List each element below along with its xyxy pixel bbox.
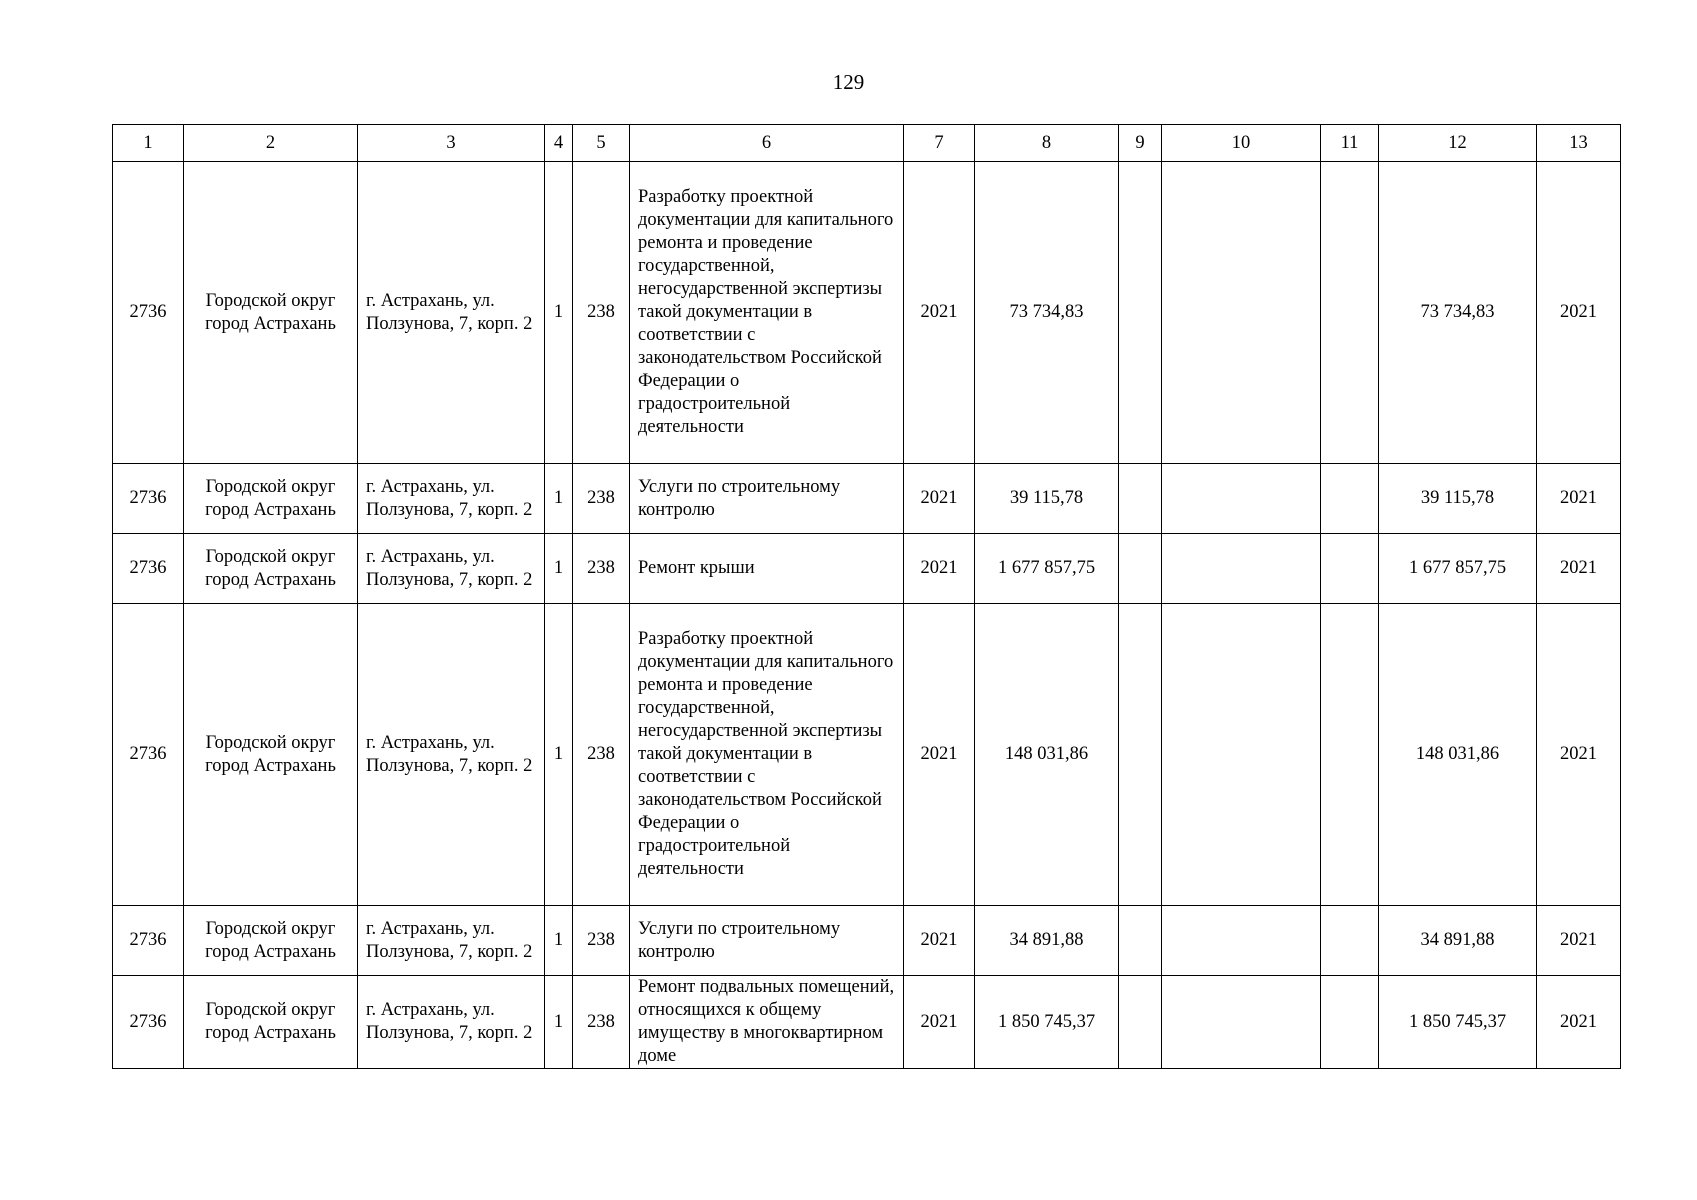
- cell-col10: [1162, 464, 1321, 534]
- cell-municipality: Городской округ город Астрахань: [184, 534, 358, 604]
- header-col-5: 5: [573, 125, 630, 162]
- cell-col5: 238: [573, 464, 630, 534]
- cell-col12: 39 115,78: [1379, 464, 1537, 534]
- cell-col13: 2021: [1537, 604, 1621, 906]
- header-col-2: 2: [184, 125, 358, 162]
- cell-municipality: Городской округ город Астрахань: [184, 162, 358, 464]
- cell-year: 2021: [904, 162, 975, 464]
- cell-col13: 2021: [1537, 162, 1621, 464]
- table-row: [113, 906, 1621, 976]
- cell-col12: 1 850 745,37: [1379, 976, 1537, 1069]
- cell-municipality: Городской округ город Астрахань: [184, 604, 358, 906]
- table-row: [113, 976, 1621, 1069]
- cell-col4: 1: [545, 976, 573, 1069]
- cell-col13: 2021: [1537, 534, 1621, 604]
- cell-col9: [1119, 464, 1162, 534]
- header-col-1: 1: [113, 125, 184, 162]
- cell-col11: [1321, 604, 1379, 906]
- cell-cost: 73 734,83: [975, 162, 1119, 464]
- cell-col4: 1: [545, 162, 573, 464]
- header-col-9: 9: [1119, 125, 1162, 162]
- table-row: [113, 162, 1621, 464]
- cell-col5: 238: [573, 976, 630, 1069]
- cell-address: г. Астрахань, ул. Ползунова, 7, корп. 2: [358, 976, 545, 1069]
- cell-col9: [1119, 534, 1162, 604]
- cell-col4: 1: [545, 906, 573, 976]
- cell-year: 2021: [904, 604, 975, 906]
- cell-address: г. Астрахань, ул. Ползунова, 7, корп. 2: [358, 534, 545, 604]
- cell-col10: [1162, 976, 1321, 1069]
- cell-cost: 39 115,78: [975, 464, 1119, 534]
- header-col-3: 3: [358, 125, 545, 162]
- cell-col9: [1119, 976, 1162, 1069]
- cell-col11: [1321, 976, 1379, 1069]
- cell-col5: 238: [573, 534, 630, 604]
- header-col-13: 13: [1537, 125, 1621, 162]
- cell-col12: 1 677 857,75: [1379, 534, 1537, 604]
- header-col-8: 8: [975, 125, 1119, 162]
- header-col-10: 10: [1162, 125, 1321, 162]
- cell-col4: 1: [545, 604, 573, 906]
- cell-col12: 148 031,86: [1379, 604, 1537, 906]
- cell-address: г. Астрахань, ул. Ползунова, 7, корп. 2: [358, 162, 545, 464]
- cell-year: 2021: [904, 976, 975, 1069]
- header-col-4: 4: [545, 125, 573, 162]
- cell-municipality: Городской округ город Астрахань: [184, 906, 358, 976]
- cell-col13: 2021: [1537, 906, 1621, 976]
- cell-col9: [1119, 162, 1162, 464]
- cell-col11: [1321, 162, 1379, 464]
- cell-year: 2021: [904, 464, 975, 534]
- cell-col4: 1: [545, 534, 573, 604]
- cell-col13: 2021: [1537, 976, 1621, 1069]
- cell-year: 2021: [904, 534, 975, 604]
- cell-col11: [1321, 464, 1379, 534]
- cell-year: 2021: [904, 906, 975, 976]
- cell-work-type: Услуги по строительному контролю: [630, 464, 904, 534]
- cell-number: 2736: [113, 604, 184, 906]
- cell-col12: 34 891,88: [1379, 906, 1537, 976]
- cell-cost: 148 031,86: [975, 604, 1119, 906]
- cell-col10: [1162, 906, 1321, 976]
- table-row: [113, 464, 1621, 534]
- cell-col4: 1: [545, 464, 573, 534]
- cell-col10: [1162, 162, 1321, 464]
- header-col-6: 6: [630, 125, 904, 162]
- cell-col5: 238: [573, 604, 630, 906]
- header-col-7: 7: [904, 125, 975, 162]
- page-number: 129: [832, 70, 865, 94]
- cell-col5: 238: [573, 906, 630, 976]
- cell-number: 2736: [113, 976, 184, 1069]
- cell-number: 2736: [113, 906, 184, 976]
- header-row: [113, 125, 1621, 162]
- header-col-12: 12: [1379, 125, 1537, 162]
- cell-number: 2736: [113, 534, 184, 604]
- cell-work-type: Услуги по строительному контролю: [630, 906, 904, 976]
- cell-cost: 1 850 745,37: [975, 976, 1119, 1069]
- cell-work-type: Разработку проектной документации для капитального ремонта и проведение государственной, негосударственной экспертизы такой документации в соответствии с законодательством Российской Федерации о градостроительной деятельности: [630, 162, 904, 464]
- cell-col11: [1321, 906, 1379, 976]
- cell-address: г. Астрахань, ул. Ползунова, 7, корп. 2: [358, 604, 545, 906]
- cell-number: 2736: [113, 464, 184, 534]
- cell-address: г. Астрахань, ул. Ползунова, 7, корп. 2: [358, 464, 545, 534]
- table-row: [113, 604, 1621, 906]
- cell-col12: 73 734,83: [1379, 162, 1537, 464]
- cell-municipality: Городской округ город Астрахань: [184, 464, 358, 534]
- header-col-11: 11: [1321, 125, 1379, 162]
- cell-col10: [1162, 534, 1321, 604]
- cell-col10: [1162, 604, 1321, 906]
- cell-cost: 34 891,88: [975, 906, 1119, 976]
- cell-number: 2736: [113, 162, 184, 464]
- capital-repair-table: [112, 124, 1621, 1069]
- cell-municipality: Городской округ город Астрахань: [184, 976, 358, 1069]
- cell-work-type: Ремонт крыши: [630, 534, 904, 604]
- cell-col9: [1119, 604, 1162, 906]
- cell-col13: 2021: [1537, 464, 1621, 534]
- table-row: [113, 534, 1621, 604]
- cell-cost: 1 677 857,75: [975, 534, 1119, 604]
- cell-work-type: Разработку проектной документации для капитального ремонта и проведение государственной, негосударственной экспертизы такой документации в соответствии с законодательством Российской Федерации о градостроительной деятельности: [630, 604, 904, 906]
- cell-col9: [1119, 906, 1162, 976]
- cell-col5: 238: [573, 162, 630, 464]
- cell-col11: [1321, 534, 1379, 604]
- cell-work-type: Ремонт подвальных помещений, относящихся к общему имуществу в многоквартирном доме: [630, 976, 904, 1069]
- cell-address: г. Астрахань, ул. Ползунова, 7, корп. 2: [358, 906, 545, 976]
